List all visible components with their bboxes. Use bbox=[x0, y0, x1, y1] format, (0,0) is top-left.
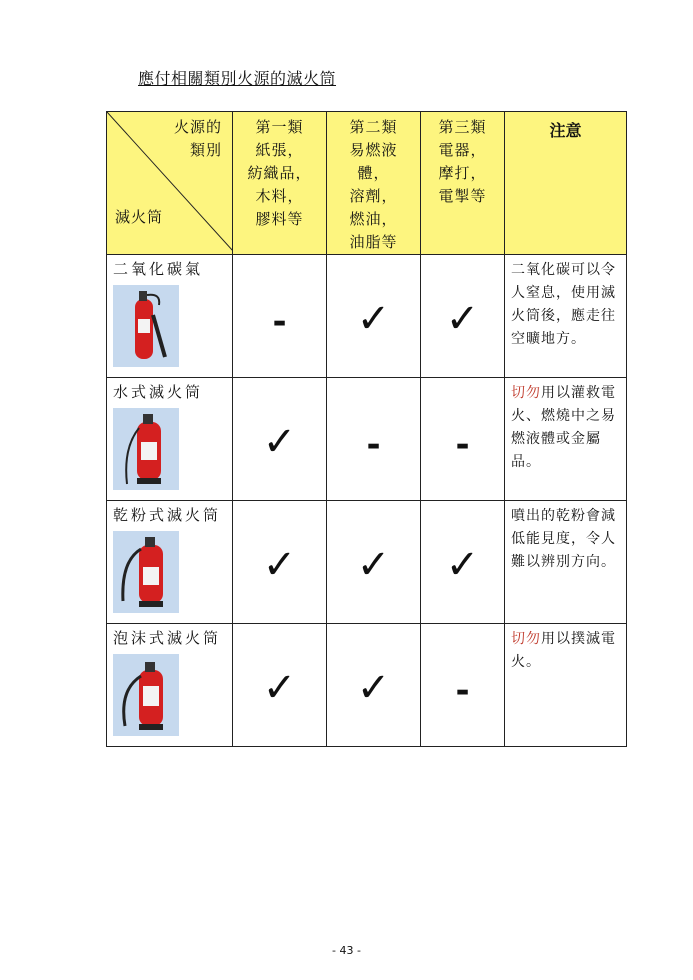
warning-text: 切勿 bbox=[511, 631, 541, 647]
class-2-cell bbox=[327, 624, 421, 747]
header-class-1-line: 膠料等 bbox=[255, 210, 304, 228]
corner-cell bbox=[107, 112, 233, 255]
extinguisher-name: 二氧化碳氣 bbox=[113, 260, 204, 278]
header-class-3 bbox=[421, 112, 505, 255]
table-row bbox=[107, 255, 627, 378]
check-icon: ✓ bbox=[445, 542, 480, 588]
note-cell bbox=[505, 624, 627, 747]
co2-extinguisher-image bbox=[113, 285, 179, 367]
note-text: 用以撲滅電火。 bbox=[511, 631, 616, 670]
note-text: 用以灌救電火、燃燒中之易燃液體或金屬品。 bbox=[511, 385, 616, 470]
header-class-2-line: 溶劑， bbox=[349, 187, 398, 205]
class-3-cell bbox=[421, 255, 505, 378]
check-icon: ✓ bbox=[262, 665, 297, 711]
header-row bbox=[107, 112, 627, 255]
header-note bbox=[505, 112, 627, 255]
class-3-cell bbox=[421, 624, 505, 747]
corner-top-line-2: 類別 bbox=[189, 141, 222, 159]
foam-extinguisher-image bbox=[113, 654, 179, 736]
corner-bottom-label: 滅火筒 bbox=[115, 208, 164, 226]
header-class-2-line: 第二類 bbox=[349, 118, 398, 136]
table-row bbox=[107, 378, 627, 501]
page-number: - 43 - bbox=[332, 944, 361, 957]
check-icon: ✓ bbox=[356, 665, 391, 711]
warning-text: 切勿 bbox=[511, 385, 541, 401]
extinguisher-name: 乾粉式滅火筒 bbox=[113, 506, 222, 524]
note-cell bbox=[505, 501, 627, 624]
check-icon: ✓ bbox=[262, 542, 297, 588]
header-class-1-line: 紙張， bbox=[255, 141, 304, 159]
header-class-3-line: 摩打， bbox=[438, 164, 487, 182]
class-3-cell bbox=[421, 378, 505, 501]
header-note-label: 注意 bbox=[549, 121, 582, 140]
extinguisher-name: 水式滅火筒 bbox=[113, 383, 204, 401]
header-class-2 bbox=[327, 112, 421, 255]
note-text: 二氧化碳可以令人窒息，使用滅火筒後，應走往空曠地方。 bbox=[511, 262, 616, 347]
table-row bbox=[107, 624, 627, 747]
page-title: 應付相關類別火源的滅火筒 bbox=[138, 69, 337, 88]
header-class-2-line: 燃油， bbox=[349, 210, 398, 228]
check-icon: ✓ bbox=[262, 419, 297, 465]
check-icon: ✓ bbox=[445, 296, 480, 342]
note-cell bbox=[505, 378, 627, 501]
header-class-2-line: 油脂等 bbox=[349, 233, 398, 251]
header-class-3-line: 電器， bbox=[438, 141, 487, 159]
extinguisher-cell bbox=[107, 501, 233, 624]
not-applicable-mark: - bbox=[455, 425, 470, 465]
check-icon: ✓ bbox=[356, 542, 391, 588]
class-3-cell bbox=[421, 501, 505, 624]
table-row bbox=[107, 501, 627, 624]
note-text: 噴出的乾粉會減低能見度，令人難以辨別方向。 bbox=[511, 508, 616, 570]
extinguisher-cell bbox=[107, 378, 233, 501]
header-class-1-line: 紡織品， bbox=[247, 164, 312, 182]
extinguisher-table bbox=[106, 111, 627, 747]
header-class-3-line: 第三類 bbox=[438, 118, 487, 136]
header-class-1-line: 木料， bbox=[255, 187, 304, 205]
water-extinguisher-image bbox=[113, 408, 179, 490]
not-applicable-mark: - bbox=[272, 302, 287, 342]
extinguisher-cell bbox=[107, 255, 233, 378]
dry-powder-extinguisher-image bbox=[113, 531, 179, 613]
class-2-cell bbox=[327, 501, 421, 624]
class-1-cell bbox=[233, 255, 327, 378]
class-2-cell bbox=[327, 378, 421, 501]
check-icon: ✓ bbox=[356, 296, 391, 342]
corner-top-line-1: 火源的 bbox=[173, 118, 222, 136]
header-class-2-line: 易燃液 bbox=[349, 141, 398, 159]
header-class-2-line: 體， bbox=[357, 164, 390, 182]
note-cell bbox=[505, 255, 627, 378]
class-1-cell bbox=[233, 624, 327, 747]
class-1-cell bbox=[233, 501, 327, 624]
not-applicable-mark: - bbox=[455, 671, 470, 711]
extinguisher-cell bbox=[107, 624, 233, 747]
header-class-3-line: 電掣等 bbox=[438, 187, 487, 205]
not-applicable-mark: - bbox=[366, 425, 381, 465]
header-class-1-line: 第一類 bbox=[255, 118, 304, 136]
header-class-1 bbox=[233, 112, 327, 255]
class-1-cell bbox=[233, 378, 327, 501]
extinguisher-name: 泡沫式滅火筒 bbox=[113, 629, 222, 647]
class-2-cell bbox=[327, 255, 421, 378]
